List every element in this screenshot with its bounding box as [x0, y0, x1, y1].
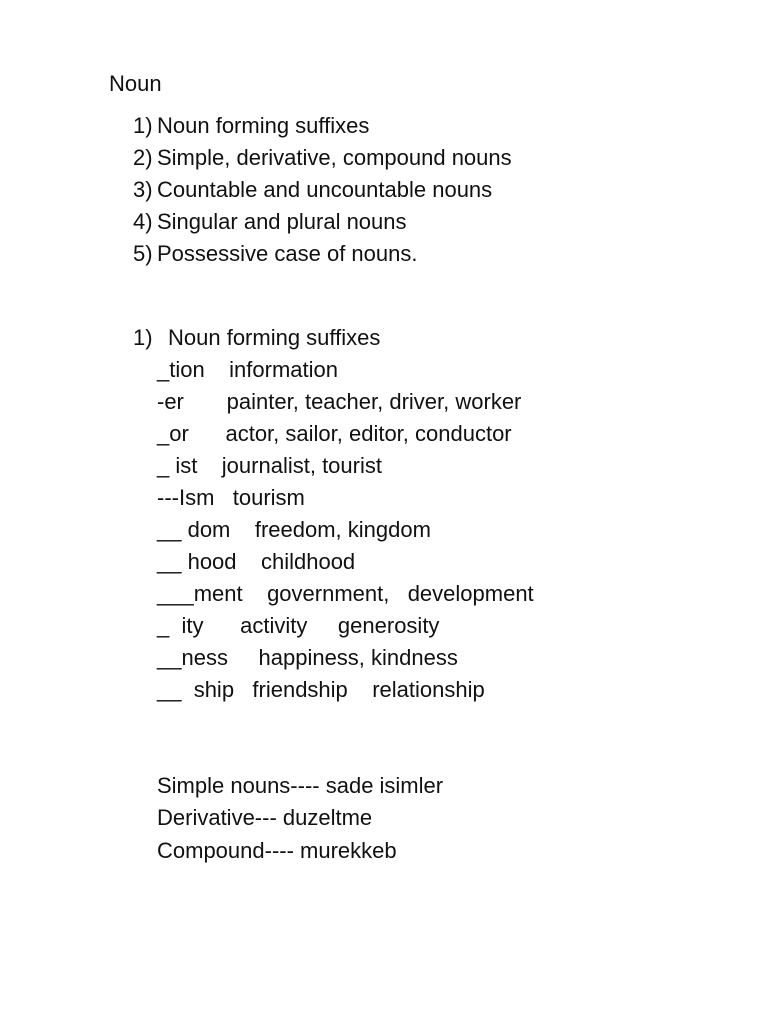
outline-text: Countable and uncountable nouns [157, 177, 493, 202]
outline-item-4 [133, 209, 407, 235]
suffix-line: _ ity activity generosity [157, 613, 440, 638]
outline-number: 5) [133, 241, 153, 266]
noun-type-line: Simple nouns---- sade isimler [157, 773, 444, 798]
outline-item-2 [133, 145, 512, 171]
suffix-line: ___ment government, development [157, 581, 534, 606]
outline-text: Singular and plural nouns [157, 209, 407, 234]
outline-number: 2) [133, 145, 153, 170]
suffix-line: __ness happiness, kindness [157, 645, 458, 670]
suffix-line: _or actor, sailor, editor, conductor [157, 421, 512, 446]
outline-number: 4) [133, 209, 153, 234]
suffix-line: _tion information [157, 357, 338, 382]
section-number: 1) [133, 325, 153, 350]
section-title: Noun forming suffixes [168, 325, 381, 350]
suffix-line: _ ist journalist, tourist [157, 453, 382, 478]
outline-number: 1) [133, 113, 153, 138]
noun-type-line: Compound---- murekkeb [157, 838, 397, 863]
suffix-line: __ ship friendship relationship [157, 677, 485, 702]
section-heading [133, 325, 380, 351]
outline-item-5 [133, 241, 417, 267]
suffix-line: __ dom freedom, kingdom [157, 517, 431, 542]
suffix-line: ---Ism tourism [157, 485, 305, 510]
outline-number: 3) [133, 177, 153, 202]
document-title: Noun [109, 71, 162, 96]
outline-text: Noun forming suffixes [157, 113, 370, 138]
noun-type-line: Derivative--- duzeltme [157, 805, 373, 830]
suffix-line: __ hood childhood [157, 549, 356, 574]
suffix-line: -er painter, teacher, driver, worker [157, 389, 522, 414]
outline-item-1 [133, 113, 369, 139]
outline-text: Simple, derivative, compound nouns [157, 145, 512, 170]
outline-item-3 [133, 177, 492, 203]
outline-text: Possessive case of nouns. [157, 241, 418, 266]
